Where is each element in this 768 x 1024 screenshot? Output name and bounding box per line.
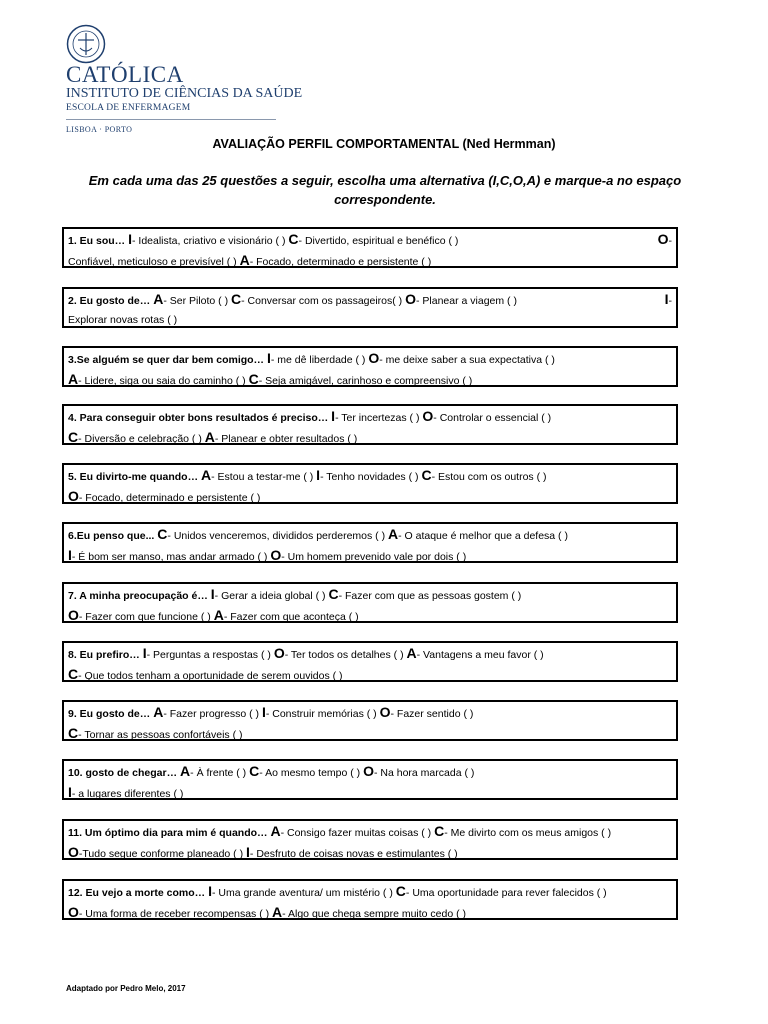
option-letter: A — [68, 371, 79, 387]
question-line-2 — [68, 606, 672, 627]
answer-option[interactable] — [363, 763, 475, 779]
option-letter: O — [368, 350, 380, 366]
option-text: - Na hora marcada ( ) — [374, 767, 475, 779]
option-text: - Ter todos os detalhes ( ) — [284, 649, 404, 661]
answer-option[interactable] — [422, 408, 552, 424]
option-letter: C — [249, 763, 260, 779]
question-line-1 — [68, 822, 672, 843]
option-text: - Lidere, siga ou saia do caminho ( ) — [78, 375, 246, 387]
answer-option[interactable] — [405, 291, 517, 307]
option-text: - Algo que chega sempre muito cedo ( ) — [282, 908, 467, 920]
question-line-1 — [68, 525, 672, 546]
answer-option[interactable] — [248, 371, 473, 387]
question-line-1 — [68, 644, 672, 665]
answer-option[interactable] — [128, 231, 286, 247]
answer-option[interactable] — [210, 586, 326, 602]
answer-option[interactable] — [68, 784, 184, 800]
option-letter-continued — [658, 230, 672, 251]
answer-option[interactable] — [68, 666, 343, 682]
option-text: - — [668, 235, 672, 247]
answer-option[interactable] — [288, 231, 459, 247]
question-box — [62, 463, 678, 504]
question-line-1 — [68, 703, 672, 724]
answer-option[interactable] — [180, 763, 247, 779]
answer-option[interactable] — [153, 291, 229, 307]
answer-option[interactable] — [68, 547, 268, 563]
answer-option[interactable] — [388, 526, 568, 542]
option-text: - me deixe saber a sua expectativa ( ) — [379, 354, 555, 366]
option-text: - Diversão e celebração ( ) — [78, 433, 202, 445]
option-text: - Um homem prevenido vale por dois ( ) — [281, 551, 467, 563]
option-letter: O — [68, 607, 79, 623]
option-text: - me dê liberdade ( ) — [270, 354, 366, 366]
answer-option[interactable] — [201, 467, 314, 483]
question-line-2 — [68, 487, 672, 508]
question-box — [62, 346, 678, 387]
option-text: Explorar novas rotas ( ) — [68, 314, 178, 326]
option-text: - Fazer sentido ( ) — [390, 708, 474, 720]
option-letter: I — [208, 883, 212, 899]
answer-option[interactable] — [266, 350, 366, 366]
question-lead: 1. Eu sou… — [68, 235, 126, 247]
question-line-2 — [68, 903, 672, 924]
option-letter: A — [388, 526, 399, 542]
option-letter: I — [664, 291, 669, 307]
option-text: - Seja amigável, carinhoso e compreensivo ( ) — [258, 375, 473, 387]
option-letter: C — [68, 725, 79, 741]
option-letter: O — [68, 488, 79, 504]
answer-option[interactable] — [261, 704, 377, 720]
question-lead: 2. Eu gosto de… — [68, 295, 151, 307]
answer-option[interactable] — [68, 488, 261, 504]
answer-option[interactable] — [157, 526, 386, 542]
option-letter: A — [180, 763, 191, 779]
question-lead: 6.Eu penso que... — [68, 530, 155, 542]
option-text: - Uma forma de receber recompensas ( ) — [78, 908, 270, 920]
option-letter: A — [213, 607, 224, 623]
option-letter: O — [379, 704, 391, 720]
option-text: -Tudo segue conforme planeado ( ) — [78, 848, 244, 860]
answer-option[interactable] — [328, 586, 522, 602]
question-box — [62, 522, 678, 563]
option-letter: O — [270, 547, 282, 563]
question-line-1 — [68, 290, 672, 311]
question-line-2 — [68, 546, 672, 567]
option-letter: C — [248, 371, 259, 387]
question-line-1 — [68, 407, 672, 428]
answer-option[interactable] — [406, 645, 544, 661]
option-letter: I — [68, 784, 72, 800]
option-letter: I — [261, 704, 266, 720]
option-letter: I — [68, 547, 72, 563]
answer-option[interactable] — [246, 844, 458, 860]
answer-option[interactable] — [273, 645, 404, 661]
option-text: - Planear a viagem ( ) — [416, 295, 517, 307]
option-text: - Divertido, espiritual e benéfico ( ) — [298, 235, 459, 247]
option-text: - Idealista, criativo e visionário ( ) — [132, 235, 286, 247]
option-text: - Focado, determinado e persistente ( ) — [249, 256, 432, 268]
question-line-2 — [68, 783, 672, 804]
question-box — [62, 227, 678, 268]
option-text: - Ao mesmo tempo ( ) — [259, 767, 361, 779]
question-line-2 — [68, 665, 672, 686]
question-box — [62, 759, 678, 800]
option-text: - Que todos tenham a oportunidade de serem ouvidos ( ) — [78, 670, 343, 682]
question-line-2 — [68, 843, 672, 864]
question-box — [62, 700, 678, 741]
question-line-2 — [68, 251, 672, 272]
option-letter: O — [273, 645, 285, 661]
option-letter: A — [153, 291, 164, 307]
institute-name: INSTITUTO DE CIÊNCIAS DA SAÚDE — [66, 86, 303, 101]
question-line-2 — [68, 311, 672, 330]
option-text: - Construir memórias ( ) — [265, 708, 377, 720]
answer-option[interactable] — [68, 314, 177, 326]
option-letter: C — [328, 586, 339, 602]
question-line-1 — [68, 349, 672, 370]
option-letter: I — [316, 467, 321, 483]
option-text: - Unidos venceremos, divididos perderemos ( ) — [167, 530, 386, 542]
instructions: Em cada uma das 25 questões a seguir, escolha uma alternativa (I,C,O,A) e marque-a no espaço correspondente. — [88, 173, 682, 207]
question-line-1 — [68, 585, 672, 606]
question-line-2 — [68, 370, 672, 391]
answer-option[interactable] — [395, 883, 607, 899]
option-letter: A — [406, 645, 417, 661]
university-name: CATÓLICA — [66, 62, 184, 87]
option-letter: I — [128, 231, 132, 247]
page-title: AVALIAÇÃO PERFIL COMPORTAMENTAL (Ned Hermman) — [212, 137, 556, 151]
question-lead: 11. Um óptimo dia para mim é quando… — [68, 827, 268, 839]
question-box — [62, 879, 678, 920]
option-text: - — [668, 295, 672, 307]
question-line-1 — [68, 882, 672, 903]
question-line-1 — [68, 762, 672, 783]
option-letter: A — [270, 823, 281, 839]
option-letter: O — [363, 763, 374, 779]
option-letter: C — [434, 823, 445, 839]
question-line-1 — [68, 466, 672, 487]
option-letter: A — [201, 467, 212, 483]
answer-option[interactable] — [142, 645, 271, 661]
option-letter: C — [421, 467, 432, 483]
option-letter: I — [142, 645, 147, 661]
question-box — [62, 819, 678, 860]
option-text: - Uma grande aventura/ um mistério ( ) — [211, 887, 393, 899]
option-letter: A — [272, 904, 283, 920]
option-text: - a lugares diferentes ( ) — [71, 788, 184, 800]
question-box — [62, 641, 678, 682]
option-text: - Controlar o essencial ( ) — [433, 412, 552, 424]
question-line-2 — [68, 428, 672, 449]
option-letter: A — [204, 429, 215, 445]
answer-option[interactable] — [231, 291, 403, 307]
answer-option[interactable] — [270, 823, 432, 839]
question-box — [62, 287, 678, 328]
question-line-1 — [68, 230, 672, 251]
option-text: - Estou com os outros ( ) — [431, 471, 547, 483]
option-letter: O — [657, 231, 669, 247]
option-text: - Fazer progresso ( ) — [163, 708, 260, 720]
option-text: Confiável, meticuloso e previsível ( ) — [68, 256, 237, 268]
answer-option[interactable] — [239, 252, 432, 268]
question-lead: 10. gosto de chegar… — [68, 767, 178, 779]
answer-option[interactable] — [153, 704, 260, 720]
option-letter: I — [210, 586, 215, 602]
campus-cities: LISBOA · PORTO — [66, 125, 133, 134]
option-text: - O ataque é melhor que a defesa ( ) — [398, 530, 568, 542]
option-text: - Fazer com que funcione ( ) — [78, 611, 211, 623]
answer-option[interactable] — [204, 429, 358, 445]
option-text: - Uma oportunidade para rever falecidos ( ) — [405, 887, 607, 899]
answer-option[interactable] — [270, 547, 467, 563]
answer-option[interactable] — [68, 844, 244, 860]
option-text: - Conversar com os passageiros( ) — [241, 295, 403, 307]
school-name: ESCOLA DE ENFERMAGEM — [66, 103, 191, 113]
option-text: - Ter incertezas ( ) — [335, 412, 420, 424]
answer-option[interactable] — [249, 763, 361, 779]
option-letter: I — [246, 844, 250, 860]
option-text: - Gerar a ideia global ( ) — [214, 590, 326, 602]
question-box — [62, 582, 678, 623]
option-text: - Estou a testar-me ( ) — [211, 471, 314, 483]
option-letter: A — [153, 704, 164, 720]
option-letter: C — [395, 883, 406, 899]
question-lead: 7. A minha preocupação é… — [68, 590, 208, 602]
option-letter: O — [68, 904, 79, 920]
option-text: - Desfruto de coisas novas e estimulantes ( ) — [249, 848, 458, 860]
university-seal-icon — [66, 24, 106, 64]
option-text: - Fazer com que as pessoas gostem ( ) — [338, 590, 522, 602]
option-letter: C — [288, 231, 299, 247]
option-text: - Tornar as pessoas confortáveis ( ) — [78, 729, 243, 741]
option-text: - À frente ( ) — [190, 767, 247, 779]
answer-option[interactable] — [68, 607, 211, 623]
answer-option[interactable] — [434, 823, 612, 839]
option-letter: C — [231, 291, 242, 307]
option-letter: O — [405, 291, 416, 307]
option-text: - Planear e obter resultados ( ) — [214, 433, 358, 445]
answer-option[interactable] — [68, 725, 243, 741]
answer-option[interactable] — [368, 350, 555, 366]
option-letter: C — [68, 666, 79, 682]
answer-option[interactable] — [68, 256, 237, 268]
answer-option[interactable] — [331, 408, 420, 424]
answer-option[interactable] — [272, 904, 467, 920]
option-text: - Me divirto com os meus amigos ( ) — [444, 827, 612, 839]
option-text: - Tenho novidades ( ) — [320, 471, 419, 483]
footer-credit: Adaptado por Pedro Melo, 2017 — [66, 984, 186, 993]
answer-option[interactable] — [379, 704, 474, 720]
question-lead: 4. Para conseguir obter bons resultados é preciso… — [68, 412, 329, 424]
question-box — [62, 404, 678, 445]
option-letter-continued — [665, 290, 672, 311]
answer-option[interactable] — [68, 371, 246, 387]
question-lead: 9. Eu gosto de… — [68, 708, 151, 720]
option-letter: C — [157, 526, 168, 542]
option-text: - Ser Piloto ( ) — [163, 295, 229, 307]
answer-option[interactable] — [68, 429, 202, 445]
option-letter: C — [68, 429, 79, 445]
question-line-2 — [68, 724, 672, 745]
option-letter: A — [239, 252, 250, 268]
option-text: - Consigo fazer muitas coisas ( ) — [280, 827, 432, 839]
option-text: - É bom ser manso, mas andar armado ( ) — [71, 551, 268, 563]
question-lead: 8. Eu prefiro… — [68, 649, 140, 661]
option-text: - Focado, determinado e persistente ( ) — [78, 492, 261, 504]
option-letter: I — [331, 408, 336, 424]
answer-option[interactable] — [421, 467, 547, 483]
option-letter: O — [68, 844, 79, 860]
answer-option[interactable] — [208, 883, 393, 899]
option-text: - Perguntas a respostas ( ) — [146, 649, 271, 661]
answer-option[interactable] — [68, 904, 270, 920]
answer-option[interactable] — [213, 607, 359, 623]
option-letter: O — [422, 408, 434, 424]
option-text: - Fazer com que aconteça ( ) — [223, 611, 359, 623]
question-lead: 3.Se alguém se quer dar bem comigo… — [68, 354, 265, 366]
option-text: - Vantagens a meu favor ( ) — [416, 649, 544, 661]
question-lead: 12. Eu vejo a morte como… — [68, 887, 206, 899]
question-lead: 5. Eu divirto-me quando… — [68, 471, 199, 483]
option-letter: I — [266, 350, 271, 366]
answer-option[interactable] — [316, 467, 419, 483]
logo-divider — [66, 119, 276, 120]
institution-logo — [64, 24, 324, 136]
